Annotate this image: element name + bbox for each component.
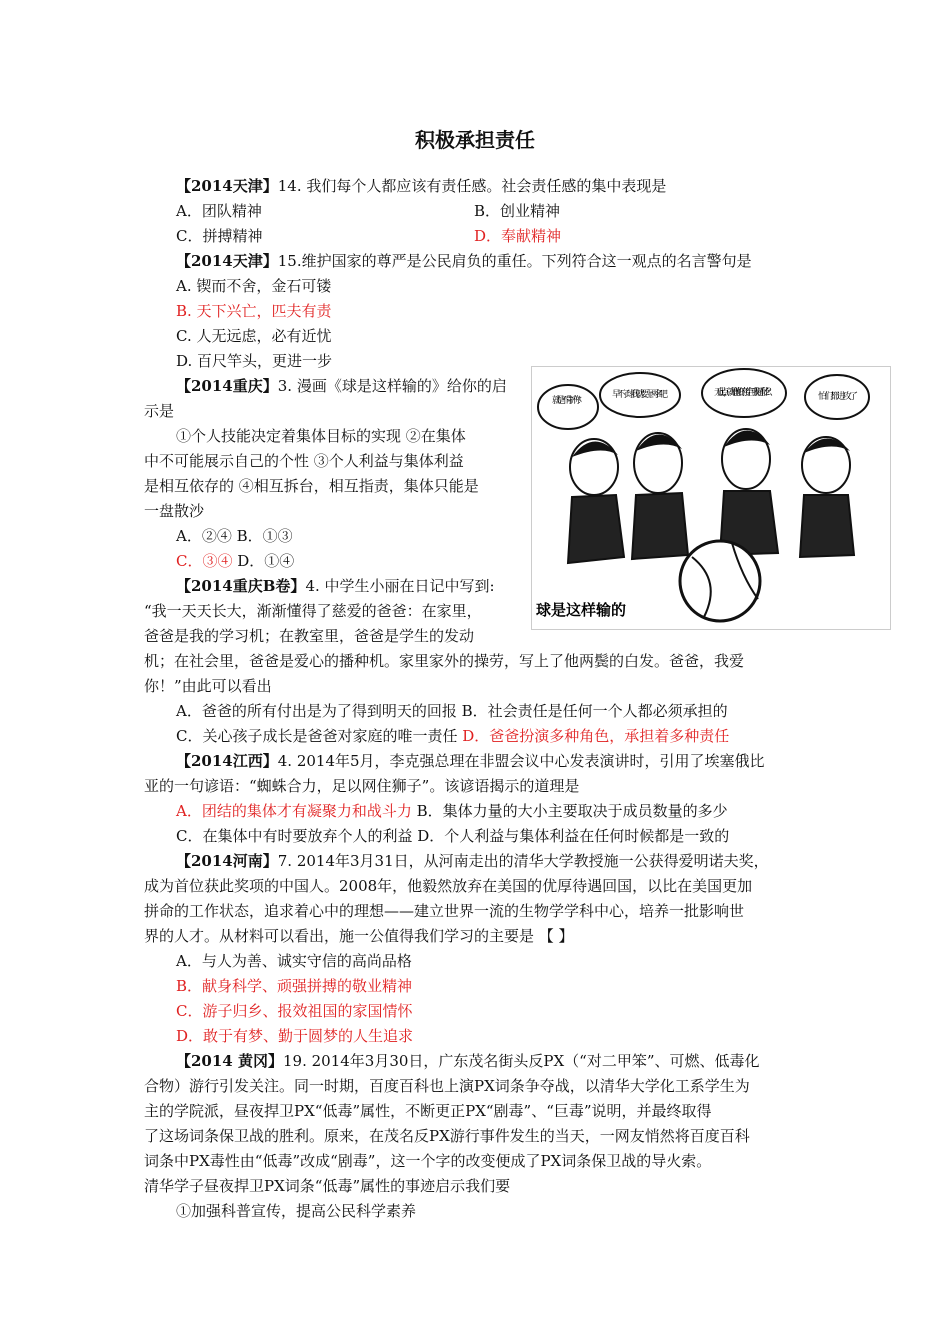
option-d-answer: D．奉献精神 [474,227,562,245]
question-4-line: 机；在社会里，爸爸是爱心的播种机。家里家外的操劳，写上了他两鬓的白发。爸爸，我爱 [144,652,745,670]
question-7-line: 合物）游行引发关注。同一时期，百度百科也上演PX词条争夺战，以清华大学化工系学生为 [144,1077,750,1095]
question-text: 15.维护国家的尊严是公民肩负的重任。下列符合这一观点的名言警句是 [277,252,752,270]
option-a-answer: A．团结的集体才有凝聚力和战斗力 [176,802,412,820]
option-d: D．①④ [237,552,295,570]
question-4-line: 你！”由此可以看出 [144,677,272,695]
options-ab: A．爸爸的所有付出是为了得到明天的回报 B．社会责任是任何一个人都必须承担的 [176,702,728,720]
options-cd [176,726,729,746]
options-cd [176,551,294,571]
question-source: 【2014江西】 [176,752,278,770]
question-7-line: 清华学子昼夜捍卫PX词条“低毒”属性的事迹启示我们要 [144,1177,511,1195]
question-source: 【2014天津】 [176,252,278,270]
question-text: 7. 2014年3月31日，从河南走出的清华大学教授施一公获得爱明诺夫奖， [277,852,769,870]
cartoon-drawing [532,367,890,629]
question-1-stem [176,176,666,196]
question-text: 3. 漫画《球是这样输的》给你的启 [277,377,507,395]
question-text: 14. 我们每个人都应该有责任感。社会责任感的集中表现是 [277,177,667,195]
question-4-line: 爸爸是我的学习机；在教室里，爸爸是学生的发动 [144,627,475,645]
question-text: 4. 中学生小丽在日记中写到: [305,577,495,595]
question-source: 【2014重庆B卷】 [176,577,306,595]
option-b-answer: B. 天下兴亡，匹夫有责 [176,302,332,320]
bubble-text: 就是不肯护你！ [552,396,586,406]
question-5-line: 亚的一句谚语：“蜘蛛合力，足以网住狮子”。该谚语揭示的道理是 [144,777,580,795]
options-cd: C．在集体中有时要放弃个人的利益 D．个人利益与集体利益在任何时候都是一致的 [176,827,730,845]
question-text: 19. 2014年3月30日，广东茂名街头反PX（“对二甲笨”、可燃、低毒化 [282,1052,760,1070]
question-3-line: 示是 [144,402,175,420]
option-d: D. 百尺竿头，更进一步 [176,352,333,370]
cartoon-caption: 球是这样输的 [536,601,627,619]
question-3-line: ①个人技能决定着集体目标的实现 ②在集体 [176,427,466,445]
option-1: ①加强科普宣传，提高公民科学素养 [176,1202,417,1220]
options-ab: A．②④ B．①③ [176,527,293,545]
question-3-line: 是相互依存的 ④相互拆台，相互指责，集体只能是 [144,477,479,495]
page-title: 积极承担责任 [415,128,535,152]
question-6-line: 成为首位获此奖项的中国人。2008年，他毅然放弃在美国的优厚待遇回国，以比在美国更加 [144,877,753,895]
option-a: A. 锲而不舍，金石可镂 [176,277,332,295]
question-7-line: 主的学院派，昼夜捍卫PX“低毒”属性，不断更正PX“剧毒”、“巨毒”说明，并最终取得 [144,1102,712,1120]
option-b: B．集体力量的大小主要取决于成员数量的多少 [411,802,728,820]
question-3-line: 一盘散沙 [144,502,205,520]
option-c-answer: C．游子归乡、报效祖国的家国情怀 [176,1002,413,1020]
bubble-text: 怕们都进攻了 [818,392,858,402]
question-source: 【2014河南】 [176,852,278,870]
option-c: C. 人无远虑，必有近忧 [176,327,332,345]
speech-bubble [538,385,598,429]
players-heads [570,429,850,495]
question-3-line: 中不可能展示自己的个性 ③个人利益与集体利益 [144,452,464,470]
question-source: 【2014天津】 [176,177,278,195]
question-4-stem [176,576,495,596]
option-d-answer: D．敢于有梦、勤于圆梦的人生追求 [176,1027,414,1045]
bubble-text: 早不了球我就要上两名吧 [612,390,668,400]
option-a: A．与人为善、诚实守信的高尚品格 [176,952,412,970]
question-2-stem [176,251,752,271]
question-6-stem [176,851,769,871]
question-7-line: 了这场词条保卫战的胜利。原来，在茂名反PX游行事件发生的当天，一网友悄然将百度百科 [144,1127,750,1145]
question-3-stem [176,376,507,396]
options-ab [176,801,728,821]
bubble-text: 无此点，就是他们的传空门我们看什么？ [714,388,776,398]
option-c: C．拼搏精神 [176,227,263,245]
option-a: A．团队精神 [176,202,262,220]
question-4-line: “我一天天长大，渐渐懂得了慈爱的爸爸：在家里， [144,602,482,620]
option-c-answer: C．③④ [176,552,233,570]
option-c: C．关心孩子成长是爸爸对家庭的唯一责任 [176,727,458,745]
question-source: 【2014重庆】 [176,377,278,395]
question-5-stem [176,751,765,771]
question-6-line: 界的人才。从材料可以看出，施一公值得我们学习的主要是 【 】 [144,927,574,945]
option-b: B．创业精神 [474,202,561,220]
option-b-answer: B．献身科学、顽强拼搏的敬业精神 [176,977,413,995]
question-7-stem [176,1051,760,1071]
question-7-line: 词条中PX毒性由“低毒”改成“剧毒”，这一个字的改变便成了PX词条保卫战的导火索。 [144,1152,712,1170]
question-source: 【2014 黄冈】 [176,1052,283,1070]
question-6-line: 拼命的工作状态，追求着心中的理想——建立世界一流的生物学学科中心，培养一批影响世 [144,902,745,920]
option-d-answer: D．爸爸扮演多种角色，承担着多种责任 [462,727,730,745]
question-text: 4. 2014年5月，李克强总理在非盟会议中心发表演讲时，引用了埃塞俄比 [277,752,765,770]
cartoon-image [531,366,891,630]
